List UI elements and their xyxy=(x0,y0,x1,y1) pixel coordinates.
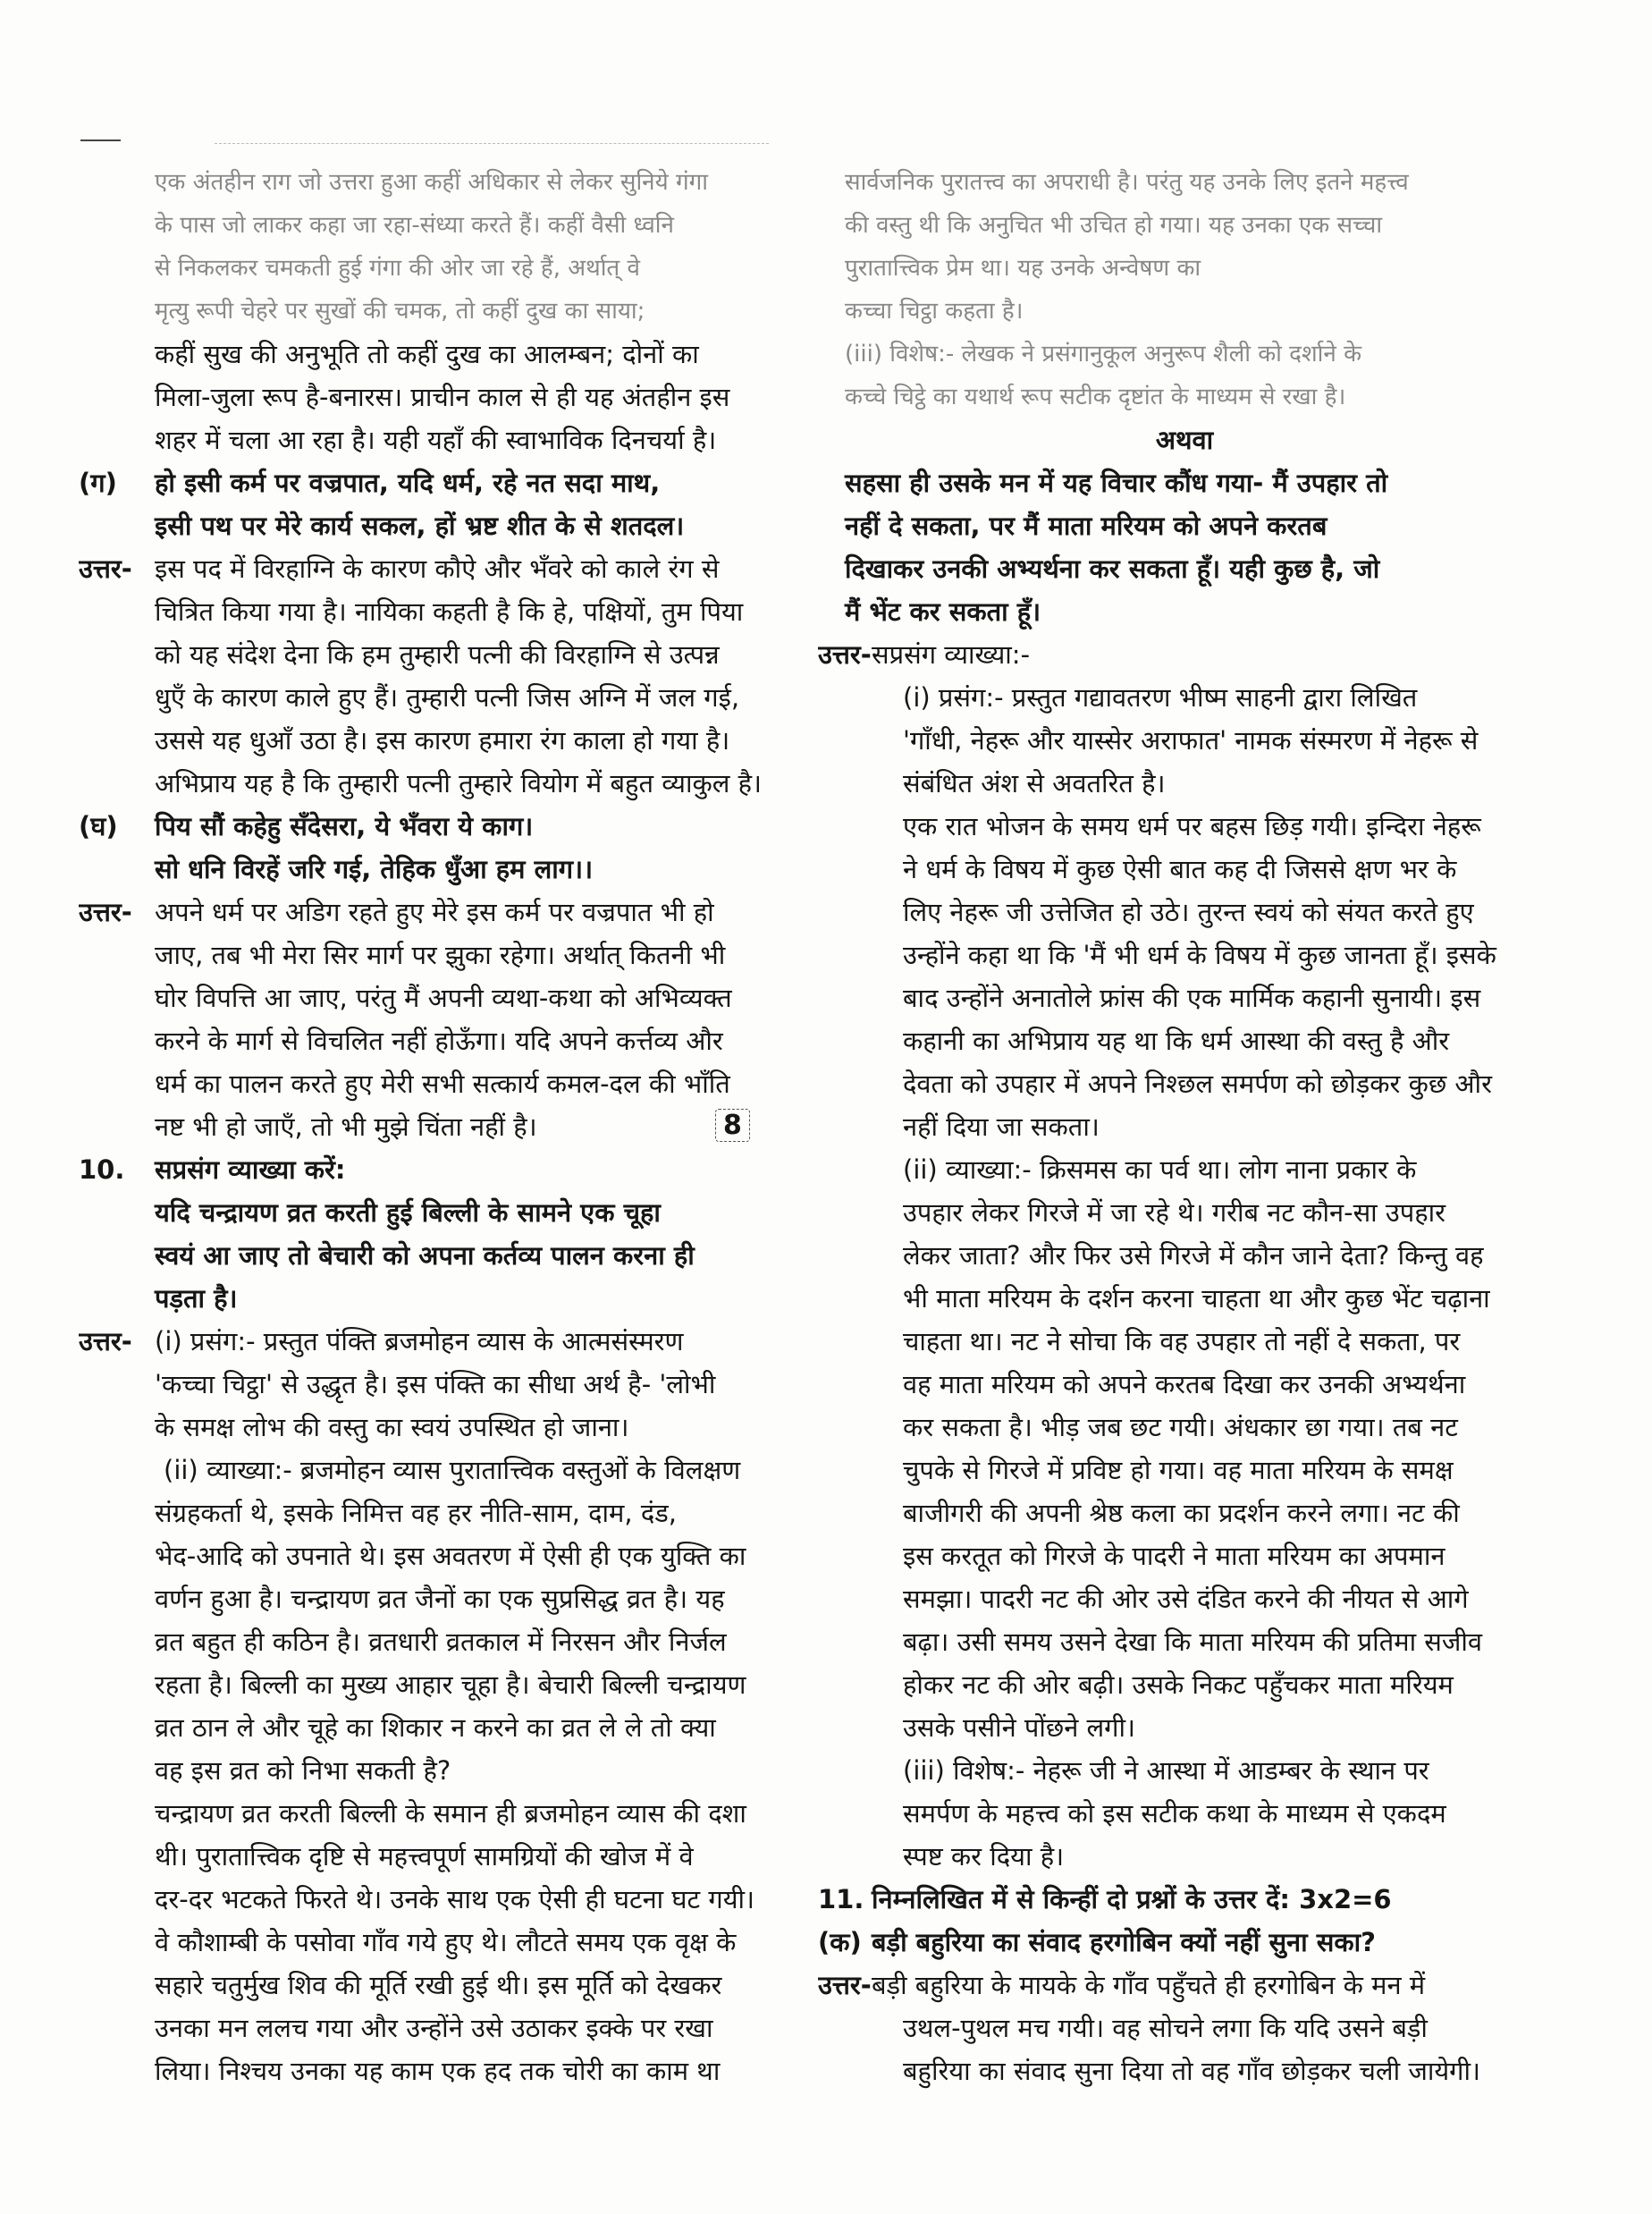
right-column-line xyxy=(818,1706,1551,1749)
right-column-line-text: वह माता मरियम को अपने करतब दिखा कर उनकी अभ्यर्थना xyxy=(903,1369,1466,1399)
left-column-line xyxy=(79,1878,794,1921)
right-column-line xyxy=(818,1663,1551,1706)
left-column-line-text: पड़ता है। xyxy=(155,1283,238,1314)
left-column-line xyxy=(79,1577,794,1620)
left-column xyxy=(79,161,794,2092)
left-column-line xyxy=(79,1749,794,1792)
right-column-line-text: नहीं दे सकता, पर मैं माता मरियम को अपने करतब xyxy=(845,511,1328,541)
left-column-line xyxy=(79,1964,794,2007)
left-column-line-text: 'कच्चा चिट्ठा' से उद्धृत है। इस पंक्ति का सीधा अर्थ है- 'लोभी xyxy=(155,1369,716,1399)
right-column-line-text: मैं भेंट कर सकता हूँ। xyxy=(845,596,1041,627)
right-column-line xyxy=(818,418,1551,461)
left-column-line xyxy=(79,2007,794,2049)
right-column-line xyxy=(818,2007,1551,2049)
right-column-line xyxy=(818,1620,1551,1663)
left-column-line xyxy=(79,418,794,461)
left-column-line xyxy=(79,1320,794,1363)
left-column-line xyxy=(79,762,794,805)
left-column-line xyxy=(79,848,794,891)
right-column-line xyxy=(818,1878,1551,1921)
left-column-line xyxy=(79,719,794,762)
left-column-line xyxy=(79,1406,794,1449)
right-column-line xyxy=(818,1921,1551,1964)
right-column-line-text: कच्चे चिट्ठे का यथार्थ रूप सटीक दृष्टांत के माध्यम से रखा है। xyxy=(845,384,1346,410)
right-column-line xyxy=(818,891,1551,934)
left-column-line xyxy=(79,1191,794,1234)
left-column-line-text: के समक्ष लोभ की वस्तु का स्वयं उपस्थित हो जाना। xyxy=(155,1412,629,1442)
left-column-line xyxy=(79,1491,794,1534)
right-column-line-text: (iii) विशेष:- नेहरू जी ने आस्था में आडम्बर के स्थान पर xyxy=(903,1755,1429,1786)
right-column-line xyxy=(818,161,1551,204)
right-column-line-text: (ii) व्याख्या:- क्रिसमस का पर्व था। लोग नाना प्रकार के xyxy=(903,1154,1417,1185)
right-column-line-text: एक रात भोजन के समय धर्म पर बहस छिड़ गयी। इन्दिरा नेहरू xyxy=(903,811,1481,841)
left-column-line xyxy=(79,204,794,247)
left-column-line-label: उत्तर- xyxy=(79,897,132,927)
right-column-line-text: संबंधित अंश से अवतरित है। xyxy=(903,768,1166,799)
right-column-line-label: 11. xyxy=(818,1884,864,1914)
right-column-line xyxy=(818,633,1551,676)
left-column-line-text: उनका मन ललच गया और उन्होंने उसे उठाकर इक्के पर रखा xyxy=(155,2013,713,2043)
right-column-line-text: स्पष्ट कर दिया है। xyxy=(903,1841,1065,1872)
right-column-line xyxy=(818,1577,1551,1620)
right-column-line xyxy=(818,805,1551,848)
left-column-line xyxy=(79,504,794,547)
left-column-line xyxy=(79,934,794,976)
right-column-line-text: 'गाँधी, नेहरू और यास्सेर अराफात' नामक संस्मरण में नेहरू से xyxy=(903,725,1479,756)
right-column-line xyxy=(818,676,1551,719)
left-column-line-text: नष्ट भी हो जाएँ, तो भी मुझे चिंता नहीं है। xyxy=(155,1111,537,1142)
left-column-line-text: हो इसी कर्म पर वज्रपात, यदि धर्म, रहे नत सदा माथ, xyxy=(155,468,661,498)
right-column-line-text: (i) प्रसंग:- प्रस्तुत गद्यावतरण भीष्म साहनी द्वारा लिखित xyxy=(903,682,1418,713)
left-column-line-text: चित्रित किया गया है। नायिका कहती है कि हे, पक्षियों, तुम पिया xyxy=(155,596,744,627)
left-column-line-text: अभिप्राय यह है कि तुम्हारी पत्नी तुम्हारे वियोग में बहुत व्याकुल है। xyxy=(155,768,762,799)
left-column-line-text: व्रत बहुत ही कठिन है। व्रतधारी व्रतकाल में निरसन और निर्जल xyxy=(155,1627,727,1657)
left-column-line-label: (घ) xyxy=(79,811,118,841)
left-column-line xyxy=(79,161,794,204)
right-column-line-label: उत्तर- xyxy=(818,639,872,670)
left-column-line xyxy=(79,1234,794,1277)
left-column-line-text: शहर में चला आ रहा है। यही यहाँ की स्वाभाविक दिनचर्या है। xyxy=(155,425,717,455)
left-column-line xyxy=(79,247,794,290)
left-column-line-text: सो धनि विरहें जरि गई, तेहिक धुँआ हम लाग।। xyxy=(155,854,594,884)
left-column-line-text: रहता है। बिल्ली का मुख्य आहार चूहा है। बेचारी बिल्ली चन्द्रायण xyxy=(155,1669,746,1700)
left-column-line xyxy=(79,590,794,633)
right-column-line-text: बाद उन्होंने अनातोले फ्रांस की एक मार्मिक कहानी सुनायी। इस xyxy=(903,983,1481,1013)
left-column-line-text: (ii) व्याख्या:- ब्रजमोहन व्यास पुरातात्त्विक वस्तुओं के विलक्षण xyxy=(164,1455,741,1485)
right-column-line xyxy=(818,1363,1551,1406)
left-column-line xyxy=(79,1019,794,1062)
left-column-line xyxy=(79,1062,794,1105)
left-column-line xyxy=(79,976,794,1019)
left-column-line-text: सप्रसंग व्याख्या करें: xyxy=(155,1154,346,1185)
left-column-line-text: अपने धर्म पर अडिग रहते हुए मेरे इस कर्म पर वज्रपात भी हो xyxy=(155,897,714,927)
right-column-line-text: बहुरिया का संवाद सुना दिया तो वह गाँव छोड़कर चली जायेगी। xyxy=(903,2056,1480,2086)
left-column-line xyxy=(79,2049,794,2092)
right-column-line-text: दिखाकर उनकी अभ्यर्थना कर सकता हूँ। यही कुछ है, जो xyxy=(845,554,1380,584)
right-column-line xyxy=(818,333,1551,376)
right-column-line xyxy=(818,1491,1551,1534)
right-column-line xyxy=(818,590,1551,633)
left-column-line-text: मिला-जुला रूप है-बनारस। प्राचीन काल से ही यह अंतहीन इस xyxy=(155,382,730,412)
right-column-line-text: उसके पसीने पोंछने लगी। xyxy=(903,1712,1136,1743)
right-column-line-text: बड़ी बहुरिया के मायके के गाँव पहुँचते ही हरगोबिन के मन में xyxy=(872,1970,1426,2000)
left-column-line-text: करने के मार्ग से विचलित नहीं होऊँगा। यदि अपने कर्त्तव्य और xyxy=(155,1026,723,1056)
left-column-line-text: उससे यह धुआँ उठा है। इस कारण हमारा रंग काला हो गया है। xyxy=(155,725,730,756)
left-column-line-text: मृत्यु रूपी चेहरे पर सुखों की चमक, तो कहीं दुख का साया; xyxy=(155,298,645,325)
right-column-line-text: समर्पण के महत्त्व को इस सटीक कथा के माध्यम से एकदम xyxy=(903,1798,1446,1829)
left-column-line xyxy=(79,633,794,676)
left-column-line-text: दर-दर भटकते फिरते थे। उनके साथ एक ऐसी ही घटना घट गयी। xyxy=(155,1884,755,1914)
left-column-line-text: वे कौशाम्बी के पसोवा गाँव गये हुए थे। लौटते समय एक वृक्ष के xyxy=(155,1927,737,1957)
right-column-line xyxy=(818,290,1551,333)
left-column-line xyxy=(79,676,794,719)
right-column-line xyxy=(818,1449,1551,1491)
margin-mark: 8 xyxy=(715,1109,750,1142)
left-column-line xyxy=(79,1835,794,1878)
right-column-line-text: बड़ी बहुरिया का संवाद हरगोबिन क्यों नहीं सुना सका? xyxy=(872,1927,1376,1957)
left-column-line xyxy=(79,1792,794,1835)
left-column-line xyxy=(79,891,794,934)
right-column-line xyxy=(818,504,1551,547)
right-column-line-text: (iii) विशेष:- लेखक ने प्रसंगानुकूल अनुरूप शैली को दर्शाने के xyxy=(845,341,1362,368)
right-column-line-text: अथवा xyxy=(1155,425,1214,455)
left-column-line-text: एक अंतहीन राग जो उत्तरा हुआ कहीं अधिकार से लेकर सुनिये गंगा xyxy=(155,169,708,196)
left-column-line-text: इसी पथ पर मेरे कार्य सकल, हों भ्रष्ट शीत के से शतदल। xyxy=(155,511,685,541)
right-column-line-text: इस करतूत को गिरजे के पादरी ने माता मरियम का अपमान xyxy=(903,1541,1446,1571)
left-column-line xyxy=(79,1706,794,1749)
right-column-line xyxy=(818,461,1551,504)
right-column-line-text: उपहार लेकर गिरजे में जा रहे थे। गरीब नट कौन-सा उपहार xyxy=(903,1197,1446,1228)
left-column-line xyxy=(79,805,794,848)
right-column-line-text: होकर नट की ओर बढ़ी। उसके निकट पहुँचकर माता मरियम xyxy=(903,1669,1454,1700)
left-column-line-text: व्रत ठान ले और चूहे का शिकार न करने का व्रत ले ले तो क्या xyxy=(155,1712,716,1743)
left-column-line-text: (i) प्रसंग:- प्रस्तुत पंक्ति ब्रजमोहन व्यास के आत्मसंस्मरण xyxy=(155,1326,684,1356)
left-column-line xyxy=(79,1148,794,1191)
right-column-line-text: पुरातात्त्विक प्रेम था। यह उनके अन्वेषण का xyxy=(845,255,1201,282)
right-column-line xyxy=(818,1234,1551,1277)
left-column-line xyxy=(79,461,794,504)
right-column-line xyxy=(818,247,1551,290)
left-column-line xyxy=(79,376,794,418)
left-column-line-text: लिया। निश्चय उनका यह काम एक हद तक चोरी का काम था xyxy=(155,2056,721,2086)
right-column-line-text: नहीं दिया जा सकता। xyxy=(903,1111,1100,1142)
left-column-line-text: थी। पुरातात्त्विक दृष्टि से महत्त्वपूर्ण सामग्रियों की खोज में वे xyxy=(155,1841,694,1872)
left-column-line xyxy=(79,1449,794,1491)
right-column-line xyxy=(818,1534,1551,1577)
right-column-line-text: भी माता मरियम के दर्शन करना चाहता था और कुछ भेंट चढ़ाना xyxy=(903,1283,1490,1314)
right-column-line xyxy=(818,1019,1551,1062)
right-column-line-text: सप्रसंग व्याख्या:- xyxy=(872,639,1031,670)
left-column-line-text: वह इस व्रत को निभा सकती है? xyxy=(155,1755,451,1786)
right-column-line-text: की वस्तु थी कि अनुचित भी उचित हो गया। यह उनका एक सच्चा xyxy=(845,212,1383,239)
left-column-line xyxy=(79,1277,794,1320)
left-column-line-text: इस पद में विरहाग्नि के कारण कौऐ और भँवरे को काले रंग से xyxy=(155,554,720,584)
right-column-line xyxy=(818,1792,1551,1835)
right-column-line xyxy=(818,1406,1551,1449)
right-column-line xyxy=(818,2049,1551,2092)
right-column-line xyxy=(818,934,1551,976)
right-column-line xyxy=(818,1062,1551,1105)
left-column-line-text: स्वयं आ जाए तो बेचारी को अपना कर्तव्य पालन करना ही xyxy=(155,1240,695,1271)
left-column-line-text: यदि चन्द्रायण व्रत करती हुई बिल्ली के सामने एक चूहा xyxy=(155,1197,661,1228)
right-column-line-text: सार्वजनिक पुरातत्त्व का अपराधी है। परंतु यह उनके लिए इतने महत्त्व xyxy=(845,169,1409,196)
right-column-line xyxy=(818,1320,1551,1363)
right-column-line-text: कहानी का अभिप्राय यह था कि धर्म आस्था की वस्तु है और xyxy=(903,1026,1450,1056)
right-column-line-text: चाहता था। नट ने सोचा कि वह उपहार तो नहीं दे सकता, पर xyxy=(903,1326,1461,1356)
left-column-line-text: कहीं सुख की अनुभूति तो कहीं दुख का आलम्बन; दोनों का xyxy=(155,339,699,369)
right-column-line xyxy=(818,1749,1551,1792)
right-column-line-text: कर सकता है। भीड़ जब छट गयी। अंधकार छा गया। तब नट xyxy=(903,1412,1458,1442)
right-column-line xyxy=(818,204,1551,247)
right-column-line-text: चुपके से गिरजे में प्रविष्ट हो गया। वह माता मरियम के समक्ष xyxy=(903,1455,1454,1485)
right-column-line xyxy=(818,1277,1551,1320)
right-column-line-text: बढ़ा। उसी समय उसने देखा कि माता मरियम की प्रतिमा सजीव xyxy=(903,1627,1483,1657)
left-column-line-text: भेद-आदि को उपनाते थे। इस अवतरण में ऐसी ही एक युक्ति का xyxy=(155,1541,746,1571)
left-column-line xyxy=(79,1620,794,1663)
right-column-line-label: उत्तर- xyxy=(818,1970,872,2000)
right-column-line-label: (क) xyxy=(818,1927,862,1957)
header-rule xyxy=(215,143,769,144)
left-column-line-text: सहारे चतुर्मुख शिव की मूर्ति रखी हुई थी। इस मूर्ति को देखकर xyxy=(155,1970,722,2000)
left-column-line xyxy=(79,1534,794,1577)
left-column-line xyxy=(79,547,794,590)
right-column-line-text: सहसा ही उसके मन में यह विचार कौंध गया- मैं उपहार तो xyxy=(845,468,1388,498)
right-column-line xyxy=(818,1835,1551,1878)
right-column-line xyxy=(818,547,1551,590)
right-column-line-text: उन्होंने कहा था कि 'मैं भी धर्म के विषय में कुछ जानता हूँ। इसके xyxy=(903,940,1496,970)
header-dash xyxy=(80,139,121,141)
left-column-line-label: उत्तर- xyxy=(79,554,132,584)
right-column-line xyxy=(818,848,1551,891)
right-column-line-text: ने धर्म के विषय में कुछ ऐसी बात कह दी जिससे क्षण भर के xyxy=(903,854,1457,884)
left-column-line xyxy=(79,290,794,333)
left-column-line-label: (ग) xyxy=(79,468,117,498)
left-column-line-label: उत्तर- xyxy=(79,1326,132,1356)
left-column-line-text: धुएँ के कारण काले हुए हैं। तुम्हारी पत्नी जिस अग्नि में जल गई, xyxy=(155,682,740,713)
left-column-line-text: संग्रहकर्ता थे, इसके निमित्त वह हर नीति-साम, दाम, दंड, xyxy=(155,1498,677,1528)
right-column-line-text: उथल-पुथल मच गयी। वह सोचने लगा कि यदि उसने बड़ी xyxy=(903,2013,1428,2043)
right-column xyxy=(818,161,1551,2092)
left-column-line-label: 10. xyxy=(79,1154,125,1185)
left-column-line-text: को यह संदेश देना कि हम तुम्हारी पत्नी की विरहाग्नि से उत्पन्न xyxy=(155,639,720,670)
right-column-line-text: देवता को उपहार में अपने निश्छल समर्पण को छोड़कर कुछ और xyxy=(903,1069,1492,1099)
right-column-line xyxy=(818,1148,1551,1191)
left-column-line-text: जाए, तब भी मेरा सिर मार्ग पर झुका रहेगा। अर्थात् कितनी भी xyxy=(155,940,726,970)
left-column-line-text: चन्द्रायण व्रत करती बिल्ली के समान ही ब्रजमोहन व्यास की दशा xyxy=(155,1798,746,1829)
left-column-line-text: वर्णन हुआ है। चन्द्रायण व्रत जैनों का एक सुप्रसिद्ध व्रत है। यह xyxy=(155,1584,725,1614)
left-column-line-text: के पास जो लाकर कहा जा रहा-संध्या करते हैं। कहीं वैसी ध्वनि xyxy=(155,212,674,239)
left-column-line xyxy=(79,1105,794,1148)
right-column-line xyxy=(818,1105,1551,1148)
left-column-line xyxy=(79,1363,794,1406)
right-column-line-text: लेकर जाता? और फिर उसे गिरजे में कौन जाने देता? किन्तु वह xyxy=(903,1240,1484,1271)
right-column-line-text: लिए नेहरू जी उत्तेजित हो उठे। तुरन्त स्वयं को संयत करते हुए xyxy=(903,897,1474,927)
left-column-line xyxy=(79,1921,794,1964)
right-column-line xyxy=(818,376,1551,418)
right-column-line xyxy=(818,1964,1551,2007)
left-column-line-text: से निकलकर चमकती हुई गंगा की ओर जा रहे हैं, अर्थात् वे xyxy=(155,255,640,282)
left-column-line-text: पिय सौं कहेहु सँदेसरा, ये भँवरा ये काग। xyxy=(155,811,534,841)
left-column-line xyxy=(79,333,794,376)
left-column-line-text: धर्म का पालन करते हुए मेरी सभी सत्कार्य कमल-दल की भाँति xyxy=(155,1069,730,1099)
left-column-line-text: घोर विपत्ति आ जाए, परंतु मैं अपनी व्यथा-कथा को अभिव्यक्त xyxy=(155,983,732,1013)
right-column-line-text: कच्चा चिट्ठा कहता है। xyxy=(845,298,1024,325)
right-column-line-text: निम्नलिखित में से किन्हीं दो प्रश्नों के उत्तर दें: 3x2=6 xyxy=(872,1884,1392,1914)
right-column-line xyxy=(818,976,1551,1019)
right-column-line-text: समझा। पादरी नट की ओर उसे दंडित करने की नीयत से आगे xyxy=(903,1584,1469,1614)
right-column-line xyxy=(818,762,1551,805)
right-column-line xyxy=(818,1191,1551,1234)
left-column-line xyxy=(79,1663,794,1706)
right-column-line xyxy=(818,719,1551,762)
right-column-line-text: बाजीगरी की अपनी श्रेष्ठ कला का प्रदर्शन करने लगा। नट की xyxy=(903,1498,1460,1528)
